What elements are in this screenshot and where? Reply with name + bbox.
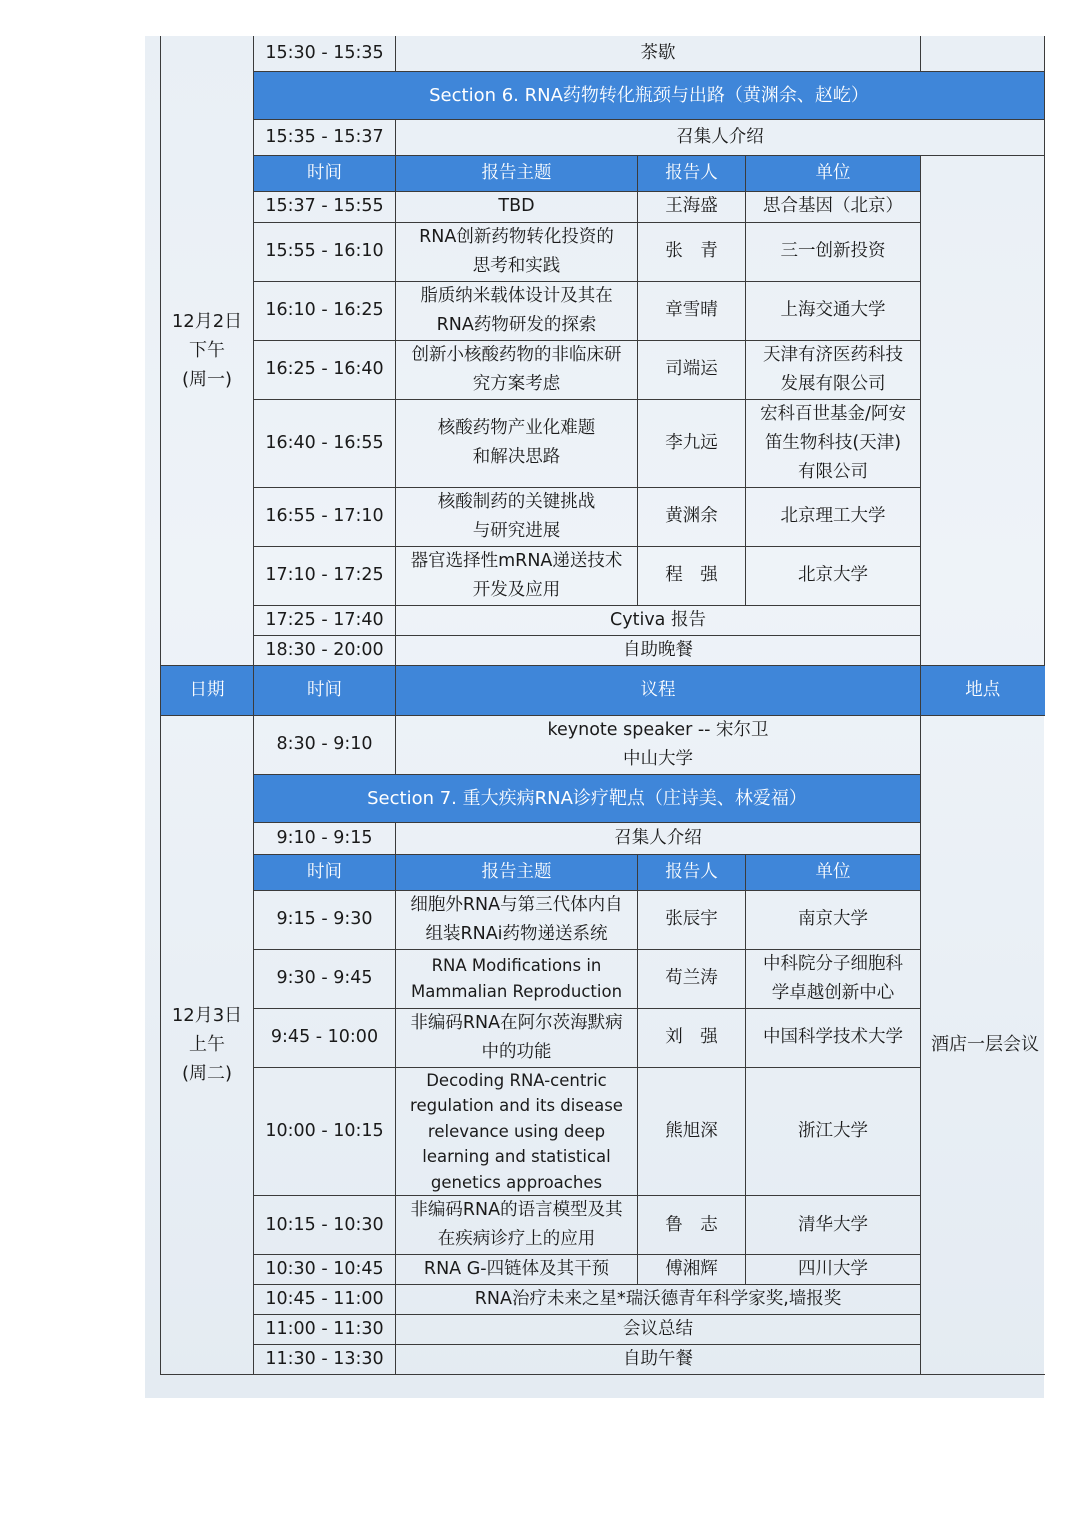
talk-time: 15:37 - 15:55 (254, 191, 396, 222)
talk-time: 9:45 - 10:00 (254, 1008, 396, 1067)
talk-unit-line: 南京大学 (798, 909, 869, 929)
talk-topic-line: 开发及应用 (472, 579, 561, 600)
talk-time: 16:25 - 16:40 (254, 340, 396, 399)
day2-date-line: (周二) (181, 1063, 233, 1085)
tail-time: 11:30 - 13:30 (254, 1345, 396, 1375)
talk-unit-line: 上海交通大学 (780, 300, 886, 320)
talk-topic (396, 340, 638, 399)
convener-time: 9:10 - 9:15 (254, 822, 396, 854)
talk-header-topic: 报告主题 (396, 155, 638, 191)
talk-speaker: 熊旭深 (638, 1067, 746, 1196)
talk-time: 10:30 - 10:45 (254, 1255, 396, 1285)
talk-unit-line: 中国科学技术大学 (763, 1027, 904, 1047)
talk-unit (746, 340, 921, 399)
tail-time: 11:00 - 11:30 (254, 1315, 396, 1345)
talk-topic (396, 1008, 638, 1067)
talk-unit (746, 399, 921, 487)
talk-header-time: 时间 (254, 155, 396, 191)
talk-unit-line: 天津有济医药科技 (763, 344, 904, 365)
convener-time: 15:35 - 15:37 (254, 119, 396, 155)
talk-topic-line: RNA药物研发的探索 (436, 314, 597, 335)
talk-topic-line: 脂质纳米载体设计及其在 (420, 285, 613, 306)
talk-topic-line: relevance using deep (427, 1121, 606, 1141)
day2-venue: 酒店一层会议 (921, 715, 1045, 1375)
talk-topic (396, 399, 638, 487)
talk-unit (746, 1196, 921, 1255)
talk-unit-line: 三一创新投资 (780, 241, 886, 261)
talk-unit (746, 890, 921, 949)
tail-title: RNA治疗未来之星*瑞沃德青年科学家奖,墙报奖 (396, 1285, 921, 1315)
section-7-title: Section 7. 重大疾病RNA诊疗靶点（庄诗美、林爱福） (254, 774, 921, 822)
talk-unit (746, 949, 921, 1008)
talk-speaker: 程 强 (638, 546, 746, 605)
day2-date-line: 12月3日 (171, 1005, 243, 1027)
tea-break-title: 茶歇 (396, 36, 921, 71)
talk-topic-line: RNA Modifications in (431, 956, 602, 975)
talk-speaker: 李九远 (638, 399, 746, 487)
talk-unit (746, 222, 921, 281)
talk-time: 16:40 - 16:55 (254, 399, 396, 487)
talk-speaker: 张辰宇 (638, 890, 746, 949)
talk-unit-line: 发展有限公司 (780, 373, 886, 394)
talk-time: 10:15 - 10:30 (254, 1196, 396, 1255)
talk-unit (746, 546, 921, 605)
header-venue: 地点 (921, 665, 1045, 715)
talk-topic (396, 222, 638, 281)
tail-time: 17:25 - 17:40 (254, 605, 396, 635)
talk-speaker: 王海盛 (638, 191, 746, 222)
talk-topic-line: 与研究进展 (472, 520, 561, 541)
talk-topic-line: 核酸药物产业化难题 (437, 418, 596, 438)
talk-topic (396, 191, 638, 222)
talk-header-speaker: 报告人 (638, 854, 746, 890)
tea-break-time: 15:30 - 15:35 (254, 36, 396, 71)
talk-topic-line: regulation and its disease (410, 1096, 623, 1115)
day1-date-line: (周一) (181, 368, 233, 390)
talk-unit-line: 学卓越创新中心 (771, 982, 895, 1003)
talk-speaker: 黄渊余 (638, 487, 746, 546)
talk-time: 17:10 - 17:25 (254, 546, 396, 605)
talk-unit-line: 清华大学 (798, 1214, 869, 1235)
day2-date (161, 715, 254, 1375)
header-date: 日期 (161, 665, 254, 715)
schedule-table (160, 36, 1045, 1375)
talk-unit (746, 281, 921, 340)
talk-topic-line: 究方案考虑 (472, 373, 561, 394)
talk-topic-line: 非编码RNA的语言模型及其 (410, 1200, 623, 1220)
talk-header-speaker: 报告人 (638, 155, 746, 191)
talk-unit-line: 思合基因（北京） (763, 196, 904, 216)
talk-topic (396, 487, 638, 546)
talk-topic-line: 思考和实践 (472, 255, 561, 276)
header-agenda: 议程 (396, 665, 921, 715)
day1-date-line: 12月2日 (171, 310, 243, 332)
talk-unit-line: 四川大学 (798, 1259, 869, 1279)
talk-time: 16:55 - 17:10 (254, 487, 396, 546)
talk-topic-line: 非编码RNA在阿尔茨海默病 (410, 1012, 623, 1033)
talk-header-unit: 单位 (746, 155, 921, 191)
talk-speaker: 张 青 (638, 222, 746, 281)
day1-date-line: 下午 (189, 339, 225, 361)
talk-unit (746, 191, 921, 222)
talk-topic (396, 281, 638, 340)
talk-time: 9:15 - 9:30 (254, 890, 396, 949)
keynote-time: 8:30 - 9:10 (254, 715, 396, 774)
header-time: 时间 (254, 665, 396, 715)
day1-date (161, 36, 254, 665)
talk-unit-line: 中科院分子细胞科 (763, 953, 904, 974)
convener-title: 召集人介绍 (396, 119, 1045, 155)
keynote-speaker (396, 715, 921, 774)
talk-topic-line: TBD (498, 196, 535, 216)
tail-title: 会议总结 (396, 1315, 921, 1345)
talk-unit (746, 1067, 921, 1196)
talk-topic (396, 1067, 638, 1196)
talk-unit (746, 487, 921, 546)
talk-time: 15:55 - 16:10 (254, 222, 396, 281)
tail-time: 18:30 - 20:00 (254, 635, 396, 665)
tail-time: 10:45 - 11:00 (254, 1285, 396, 1315)
talk-topic-line: 组装RNAi药物递送系统 (425, 923, 608, 944)
talk-topic (396, 1255, 638, 1285)
talk-topic-line: RNA G-四链体及其干预 (423, 1259, 610, 1279)
talk-speaker: 司端运 (638, 340, 746, 399)
talk-speaker: 鲁 志 (638, 1196, 746, 1255)
talk-topic-line: 器官选择性mRNA递送技术 (410, 550, 623, 571)
talk-topic-line: 创新小核酸药物的非临床研 (411, 344, 622, 365)
talk-topic-line: learning and statistical (422, 1147, 611, 1166)
talk-topic-line: 核酸制药的关键挑战 (437, 491, 596, 512)
talk-header-time: 时间 (254, 854, 396, 890)
talk-time: 16:10 - 16:25 (254, 281, 396, 340)
talk-topic (396, 546, 638, 605)
talk-topic (396, 949, 638, 1008)
keynote-speaker-line: keynote speaker -- 宋尔卫 (547, 719, 769, 740)
talk-topic-line: 细胞外RNA与第三代体内自 (410, 894, 623, 915)
convener-title: 召集人介绍 (396, 822, 921, 854)
talk-topic-line: Mammalian Reproduction (410, 981, 623, 1001)
tea-break-unit-blank (921, 36, 1045, 71)
talk-unit-line: 有限公司 (798, 461, 869, 482)
keynote-speaker-line: 中山大学 (623, 748, 694, 769)
talk-unit-line: 笛生物科技(天津) (764, 432, 902, 453)
talk-topic-line: 和解决思路 (472, 447, 561, 467)
talk-topic-line: 在疾病诊疗上的应用 (437, 1229, 596, 1249)
talk-speaker: 章雪晴 (638, 281, 746, 340)
talk-topic-line: Decoding RNA-centric (426, 1070, 607, 1090)
talk-unit-line: 北京大学 (798, 565, 869, 585)
talk-topic (396, 1196, 638, 1255)
talk-time: 9:30 - 9:45 (254, 949, 396, 1008)
talk-speaker: 苟兰涛 (638, 949, 746, 1008)
section-6-title: Section 6. RNA药物转化瓶颈与出路（黄渊余、赵屹） (254, 71, 1045, 119)
talk-topic-line: genetics approaches (430, 1172, 603, 1192)
talk-time: 10:00 - 10:15 (254, 1067, 396, 1196)
talk-unit-line: 北京理工大学 (780, 506, 886, 526)
talk-unit (746, 1255, 921, 1285)
talk-topic-line: RNA创新药物转化投资的 (419, 226, 614, 247)
talk-unit (746, 1008, 921, 1067)
talk-unit-line: 浙江大学 (798, 1120, 869, 1141)
talk-header-unit: 单位 (746, 854, 921, 890)
tail-title: 自助晚餐 (396, 635, 921, 665)
day2-date-line: 上午 (189, 1034, 225, 1056)
tail-title: Cytiva 报告 (396, 605, 921, 635)
tail-title: 自助午餐 (396, 1345, 921, 1375)
talk-unit-line: 宏科百世基金/阿安 (760, 403, 906, 424)
talk-header-topic: 报告主题 (396, 854, 638, 890)
talk-topic (396, 890, 638, 949)
talk-speaker: 刘 强 (638, 1008, 746, 1067)
talk-speaker: 傅湘辉 (638, 1255, 746, 1285)
talk-topic-line: 中的功能 (481, 1041, 552, 1062)
